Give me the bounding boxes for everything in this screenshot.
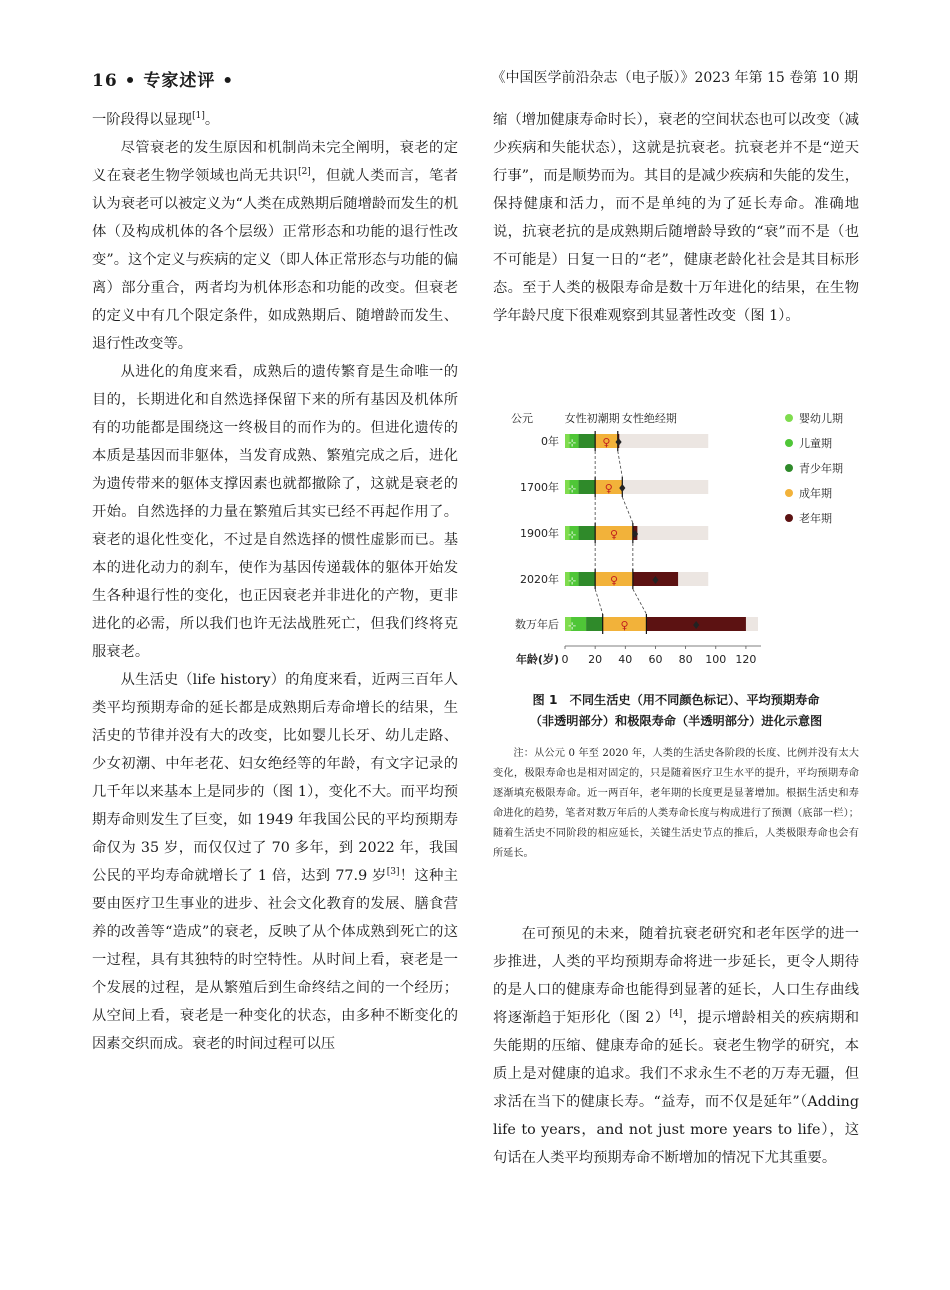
citation: [4] xyxy=(669,1009,683,1019)
text-run: ，但就人类而言，笔者认为衰老可以被定义为“人类在成熟期后随增龄而发生的机体（及构成机体的各个层级）正常形态和功能的退行性改变”。这个定义与疾病的定义（即人体正常形态与功能的偏离）部分重合，两者均为机体形态和功能的改变。但衰老的定义中有几个限定条件，如成熟期后、随增龄而发生、退行性改变等。 xyxy=(92,168,458,352)
paragraph xyxy=(493,106,859,330)
text-run: 一阶段得以显现 xyxy=(92,112,193,128)
text-run: 尽管衰老的发生原因和机制尚未完全阐明，衰老的定义在衰老生物学领域也尚无共识 xyxy=(92,140,458,184)
chart-row-label: 0年 xyxy=(541,435,559,448)
menarche-trend-line xyxy=(595,589,603,614)
infant-figure-icon: ⊹ xyxy=(568,484,577,495)
x-tick-label: 20 xyxy=(588,653,603,666)
stage-segment xyxy=(586,617,603,631)
x-tick-label: 40 xyxy=(618,653,633,666)
citation: [1] xyxy=(192,111,205,121)
chart-annotation-menarche: 女性初潮期 xyxy=(564,412,620,425)
stage-segment xyxy=(579,572,596,586)
adult-figure-icon: ♀ xyxy=(602,436,611,449)
elder-figure-icon: ♦ xyxy=(613,436,624,449)
legend-label: 青少年期 xyxy=(799,462,843,475)
infant-figure-icon: ⊹ xyxy=(568,576,577,587)
x-tick-label: 0 xyxy=(561,653,569,666)
figure-1 xyxy=(493,404,859,686)
life-history-chart xyxy=(493,404,859,686)
legend-swatch xyxy=(785,464,793,472)
chart-row-label: 1700年 xyxy=(520,481,559,494)
x-tick-label: 120 xyxy=(735,653,757,666)
text-run: ，提示增龄相关的疾病期和失能期的压缩、健康寿命的延长。衰老生物学的研究，本质上是对健康的追求。我们不求永生不老的万寿无疆，但求活在当下的健康长寿。“益寿，而不仅是延年”（Adding life to years，and not just more years to life），这句话在人类平均预期寿命不断增加的情况下尤其重要。 xyxy=(493,1010,860,1166)
text-run: 在可预见的未来，随着抗衰老研究和老年医学的进一步推进，人类的平均预期寿命将进一步延长，更令人期待的是人口的健康寿命也能得到显著的延长，人口生存曲线将逐渐趋于矩形化（图 2） xyxy=(493,926,859,1026)
figure-caption xyxy=(493,690,859,732)
text-run: ！这种主要由医疗卫生事业的进步、社会文化教育的发展、膳食营养的改善等“造成”的衰老，反映了从个体成熟到死亡的这一过程，具有其独特的时空特性。从时间上看，衰老是一个发展的过程，是从繁殖后到生命终结之间的一个经历；从空间上看，衰老是一种变化的状态，由多种不断变化的因素交织而成。衰老的时间过程可以压 xyxy=(92,868,459,1052)
figure-note: 注：从公元 0 年至 2020 年，人类的生活史各阶段的长度、比例并没有太大变化，极限寿命也是相对固定的，只是随着医疗卫生水平的提升，平均预期寿命逐渐填充极限寿命。近一两百年，老年期的长度更是显著增加。根据生活史和寿命进化的趋势，笔者对数万年后的人类寿命长度与构成进行了预测（底部一栏）；随着生活史不同阶段的相应延长，关键生活史节点的推后，人类极限寿命也会有所延长。 xyxy=(493,748,859,859)
figure-caption-line1: 图 1 不同生活史（用不同颜色标记）、平均预期寿命 xyxy=(532,693,820,707)
left-column xyxy=(92,106,458,1058)
right-column-bottom xyxy=(493,920,859,1172)
paragraph xyxy=(92,106,458,134)
menopause-trend-line xyxy=(622,497,633,523)
stage-segment xyxy=(579,526,596,540)
menopause-trend-line xyxy=(618,451,623,477)
adult-figure-icon: ♀ xyxy=(620,619,629,632)
legend-label: 成年期 xyxy=(799,487,832,500)
x-tick-label: 100 xyxy=(705,653,727,666)
infant-figure-icon: ⊹ xyxy=(568,438,577,449)
adult-figure-icon: ♀ xyxy=(604,482,613,495)
x-tick-label: 80 xyxy=(678,653,693,666)
legend-swatch xyxy=(785,439,793,447)
right-column-top xyxy=(493,106,859,330)
legend-swatch xyxy=(785,414,793,422)
chart-top-left-label: 公元 xyxy=(511,412,533,425)
elder-figure-icon: ♦ xyxy=(650,574,661,587)
figure-caption-line2: （非透明部分）和极限寿命（半透明部分）进化示意图 xyxy=(529,714,823,728)
paragraph xyxy=(92,134,458,358)
x-axis-title: 年龄(岁) xyxy=(515,653,559,666)
text-run: 缩（增加健康寿命时长），衰老的空间状态也可以改变（减少疾病和失能状态），这就是抗衰老。抗衰老并不是“逆天行事”，而是顺势而为。其目的是减少疾病和失能的发生，保持健康和活力，而不是单纯的为了延长寿命。准确地说，抗衰老抗的是成熟期后随增龄导致的“衰”而不是（也不可能是）日复一日的“老”，健康老龄化社会是其目标形态。至于人类的极限寿命是数十万年进化的结果，在生物学年龄尺度下很难观察到其显著性改变（图 1）。 xyxy=(493,112,859,324)
stage-segment xyxy=(579,480,596,494)
citation: [3] xyxy=(386,867,400,877)
adult-figure-icon: ♀ xyxy=(609,574,619,587)
section-label: • 专家述评 • xyxy=(124,71,235,91)
stage-segment xyxy=(579,434,596,448)
legend-label: 老年期 xyxy=(799,512,832,525)
chart-row-label: 2020年 xyxy=(520,573,559,586)
infant-figure-icon: ⊹ xyxy=(568,621,577,632)
header-left xyxy=(92,66,234,91)
chart-row-label: 数万年后 xyxy=(515,618,559,631)
elder-figure-icon: ♦ xyxy=(617,482,628,495)
menopause-trend-line xyxy=(633,589,647,614)
legend-swatch xyxy=(785,514,793,522)
page-number: 16 xyxy=(92,71,118,91)
text-run: 。 xyxy=(204,112,220,128)
legend-label: 婴幼儿期 xyxy=(799,412,843,425)
legend-label: 儿童期 xyxy=(799,437,832,450)
infant-figure-icon: ⊹ xyxy=(568,530,577,541)
elder-figure-icon: ♦ xyxy=(630,528,641,541)
chart-row-label: 1900年 xyxy=(520,527,559,540)
citation: [2] xyxy=(298,167,311,177)
paragraph xyxy=(92,358,458,666)
paragraph xyxy=(92,666,458,1058)
text-run: 从生活史（life history）的角度来看，近两三百年人类平均预期寿命的延长都是成熟期后寿命增长的结果，生活史的节律并没有大的改变，比如婴儿长牙、幼儿走路、少女初潮、中年老花、妇女绝经等的年龄，有文字记录的几千年以来基本上是同步的（图 1），变化不大。而平均预期寿命则发生了巨变，如 1949 年我国公民的平均预期寿命仅为 35 岁，而仅仅过了 70 多年，到 2022 年，我国公民的平均寿命就增长了 1 倍，达到 77.9 岁 xyxy=(92,672,458,884)
chart-annotation-menopause: 女性绝经期 xyxy=(621,412,677,425)
journal-title: 《中国医学前沿杂志（电子版）》2023 年第 15 卷第 10 期 xyxy=(491,70,858,86)
text-run: 从进化的角度来看，成熟后的遗传繁育是生命唯一的目的，长期进化和自然选择保留下来的所有基因及机体所有的功能都是围绕这一终极目的而作为的。但进化遗传的本质是基因而非躯体，当发育成熟、繁殖完成之后，进化为遗传带来的躯体支撑因素也就都撤除了，这就是衰老的开始。自然选择的力量在繁殖后其实已经不再起作用了。衰老的退化性变化，不过是自然选择的惯性虚影而已。基本的进化动力的刹车，使作为基因传递载体的躯体开始发生各种退行性的变化，也正因衰老并非进化的产物，更非进化的必需，所以我们也许无法战胜死亡，但我们终将克服衰老。 xyxy=(92,364,458,660)
elder-figure-icon: ♦ xyxy=(691,619,702,632)
paragraph xyxy=(493,920,859,1172)
adult-figure-icon: ♀ xyxy=(609,528,619,541)
legend-swatch xyxy=(785,489,793,497)
x-tick-label: 60 xyxy=(648,653,663,666)
